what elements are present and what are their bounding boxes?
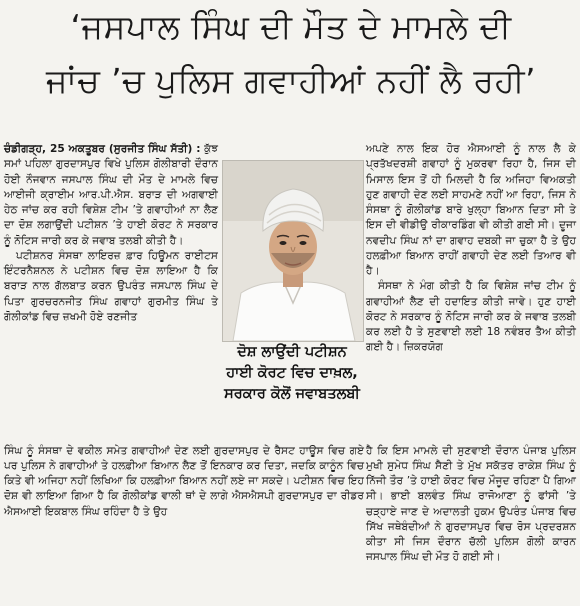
paragraph-1-text: ਕੁੱਝ ਸਮਾਂ ਪਹਿਲਾ ਗੁਰਦਾਸਪੁਰ ਵਿਖੇ ਪੁਲਿਸ ਗੋਲੀਬਾਰੀ ਦੌਰਾਨ ਹੋਈ ਨੌਜਵਾਨ ਜਸਪਾਲ ਸਿੰਘ ਦੀ ਮੌਤ ਦੇ ਮਾਮਲੇ ਵਿਚ ਆਈਜੀ ਕ੍ਰਾਈਮ ਆਰ.ਪੀ.ਐਸ. ਬਰਾੜ ਦੀ ਅਗਵਾਈ ਹੇਠ ਜਾਂਚ ਕਰ ਰਹੀ ਵਿਸ਼ੇਸ਼ ਟੀਮ ’ਤੇ ਗਵਾਹੀਆਂ ਨਾ ਲੈਣ ਦਾ ਦੋਸ਼ ਲਗਾਉਂਦੀ ਪਟੀਸ਼ਨ ’ਤੇ ਹਾਈ ਕੋਰਟ ਨੇ ਸਰਕਾਰ ਨੂੰ ਨੋਟਿਸ ਜਾਰੀ ਕਰ ਕੇ ਜਵਾਬ ਤਲਬੀ ਕੀਤੀ ਹੈ।: [4, 143, 218, 247]
right-paragraph-1: ਅਪਣੇ ਨਾਲ ਇਕ ਹੋਰ ਐਸਆਈ ਨੂੰ ਨਾਲ ਲੈ ਕੇ ਪ੍ਰਤੱਖਦਰਸ਼ੀ ਗਵਾਹਾਂ ਨੂੰ ਮੁਕਰਵਾ ਰਿਹਾ ਹੈ, ਜਿਸ ਦੀ ਮਿਸਾਲ ਇਸ ਤੋਂ ਹੀ ਮਿਲਦੀ ਹੈ ਕਿ ਅਜਿਹਾ ਵਿਅਕਤੀ ਹੁਣ ਗਵਾਹੀ ਦੇਣ ਲਈ ਸਾਹਮਣੇ ਨਹੀਂ ਆ ਰਿਹਾ, ਜਿਸ ਨੇ ਸੰਸਥਾ ਨੂੰ ਗੋਲੀਕਾਂਡ ਬਾਰੇ ਖੁਲ੍ਹਾ ਬਿਆਨ ਦਿਤਾ ਸੀ ਤੇ ਇਸ ਦੀ ਵੀਡੀਉ ਰੀਕਾਰਡਿੰਗ ਵੀ ਕੀਤੀ ਗਈ ਸੀ। ਦੂਜਾ ਨਵਦੀਪ ਸਿੰਘ ਨਾਂ ਦਾ ਗਵਾਹ ਦਬਕੀ ਜਾ ਚੁਕਾ ਹੈ ਤੇ ਉਹ ਹਲਫ਼ੀਆ ਬਿਆਨ ਰਾਹੀਂ ਗਵਾਹੀ ਦੇਣ ਲਈ ਤਿਆਰ ਵੀ ਹੈ।: [366, 143, 576, 277]
article-column-right-bottom: [366, 433, 576, 576]
portrait-image: [223, 161, 363, 341]
right-paragraph-3: ਹੈ ਕਿ ਇਸ ਮਾਮਲੇ ਦੀ ਸੁਣਵਾਈ ਦੌਰਾਨ ਪੰਜਾਬ ਪੁਲਿਸ ਮੁਖੀ ਸੁਮੇਧ ਸਿੰਘ ਸੈਣੀ ਤੇ ਮੁੱਖ ਸਕੱਤਰ ਰਾਕੇਸ਼ ਸਿੰਘ ਨੂੰ ਨਿੱਜੀ ਤੌਰ ’ਤੇ ਹਾਈ ਕੋਰਟ ਵਿਚ ਮੌਜੂਦ ਰਹਿਣਾ ਪੈ ਗਿਆ ਸੀ। ਭਾਈ ਬਲਵੰਤ ਸਿੰਘ ਰਾਜੋਆਣਾ ਨੂੰ ਫਾਂਸੀ ’ਤੇ ਚੜ੍ਹਾਏ ਜਾਣ ਦੇ ਅਦਾਲਤੀ ਹੁਕਮ ਉਪਰੰਤ ਪੰਜਾਬ ਵਿਚ ਸਿੱਖ ਜਥੇਬੰਦੀਆਂ ਨੇ ਗੁਰਦਾਸਪੁਰ ਵਿਚ ਰੋਸ ਪ੍ਰਦਰਸ਼ਨ ਕੀਤਾ ਸੀ ਜਿਸ ਦੌਰਾਨ ਚੱਲੀ ਪੁਲਿਸ ਗੋਲੀ ਕਾਰਨ ਜਸਪਾਲ ਸਿੰਘ ਦੀ ਮੌਤ ਹੋ ਗਈ ਸੀ।: [366, 444, 576, 564]
right-paragraph-2: ਸੰਸਥਾ ਨੇ ਮੰਗ ਕੀਤੀ ਹੈ ਕਿ ਵਿਸ਼ੇਸ਼ ਜਾਂਚ ਟੀਮ ਨੂੰ ਗਵਾਹੀਆਂ ਲੈਣ ਦੀ ਹਦਾਇਤ ਕੀਤੀ ਜਾਵੇ। ਹੁਣ ਹਾਈ ਕੋਰਟ ਨੇ ਸਰਕਾਰ ਨੂੰ ਨੋਟਿਸ ਜਾਰੀ ਕਰ ਕੇ ਜਵਾਬ ਤਲਬੀ ਕਰ ਲਈ ਹੈ ਤੇ ਸੁਣਵਾਈ ਲਈ 18 ਨਵੰਬਰ ਤੈਅ ਕੀਤੀ ਗਈ ਹੈ। ਜ਼ਿਕਰਯੋਗ: [366, 280, 576, 354]
bottom-paragraph: ਸਿੰਘ ਨੂੰ ਸੰਸਥਾ ਦੇ ਵਕੀਲ ਸਮੇਤ ਗਵਾਹੀਆਂ ਦੇਣ ਲਈ ਗੁਰਦਾਸਪੁਰ ਦੇ ਰੈਸਟ ਹਾਊਸ ਵਿਚ ਗਏ ਪਰ ਪੁਲਿਸ ਨੇ ਗਵਾਹੀਆਂ ਤੇ ਹਲਫ਼ੀਆ ਬਿਆਨ ਲੈਣ ਤੋਂ ਇਨਕਾਰ ਕਰ ਦਿਤਾ, ਜਦਕਿ ਕਾਨੂੰਨ ਵਿਚ ਕਿਤੇ ਵੀ ਅਜਿਹਾ ਨਹੀਂ ਲਿਖਿਆ ਕਿ ਹਲਫ਼ੀਆ ਬਿਆਨ ਨਹੀਂ ਲਏ ਜਾ ਸਕਦੇ। ਪਟੀਸ਼ਨ ਵਿਚ ਇਹ ਦੋਸ਼ ਵੀ ਲਾਇਆ ਗਿਆ ਹੈ ਕਿ ਗੋਲੀਕਾਂਡ ਵਾਲੀ ਥਾਂ ਦੇ ਲਾਗੇ ਐਸਐਸਪੀ ਗੁਰਦਾਸਪੁਰ ਦਾ ਰੀਡਰ ਐਸਆਈ ਇਕਬਾਲ ਸਿੰਘ ਰਹਿੰਦਾ ਹੈ ਤੇ ਉਹ: [4, 444, 364, 518]
headline-line-2: ਜਾਂਚ ’ਚ ਪੁਲਿਸ ਗਵਾਹੀਆਂ ਨਹੀਂ ਲੈ ਰਹੀ’: [45, 61, 537, 100]
dateline: ਚੰਡੀਗੜ੍ਹ, 25 ਅਕਤੂਬਰ (ਸੁਰਜੀਤ ਸਿੰਘ ਸੱਤੀ) :: [4, 143, 201, 155]
photo-caption: ਦੋਸ਼ ਲਾਉਂਦੀ ਪਟੀਸ਼ਨ ਹਾਈ ਕੋਰਟ ਵਿਚ ਦਾਖ਼ਲ, ਸਰਕਾਰ ਕੋਲੋਂ ਜਵਾਬਤਲਬੀ: [224, 344, 360, 402]
headline-line-1: ‘ਜਸਪਾਲ ਸਿੰਘ ਦੀ ਮੌਤ ਦੇ ਮਾਮਲੇ ਦੀ: [70, 7, 512, 46]
article-column-left: [4, 142, 218, 325]
article-column-right: [366, 142, 576, 356]
article-continuation: [4, 433, 364, 530]
portrait-photo: [222, 160, 364, 342]
article-paragraph-2: ਪਟੀਸ਼ਨਰ ਸੰਸਥਾ ਲਾਇਰਜ਼ ਫ਼ਾਰ ਹਿਊਮਨ ਰਾਈਟਸ ਇੰਟਰਨੈਸ਼ਨਲ ਨੇ ਪਟੀਸ਼ਨ ਵਿਚ ਦੋਸ਼ ਲਾਇਆ ਹੈ ਕਿ ਬਰਾੜ ਨਾਲ ਗੱਲਬਾਤ ਕਰਨ ਉਪਰੰਤ ਜਸਪਾਲ ਸਿੰਘ ਦੇ ਪਿਤਾ ਗੁਰਚਰਨਜੀਤ ਸਿੰਘ ਗਵਾਹਾਂ ਗੁਰਮੀਤ ਸਿੰਘ ਤੇ ਗੋਲੀਕਾਂਡ ਵਿਚ ਜ਼ਖਮੀ ਹੋਏ ਰਣਜੀਤ: [4, 249, 218, 323]
article-paragraph-1: [4, 142, 218, 249]
